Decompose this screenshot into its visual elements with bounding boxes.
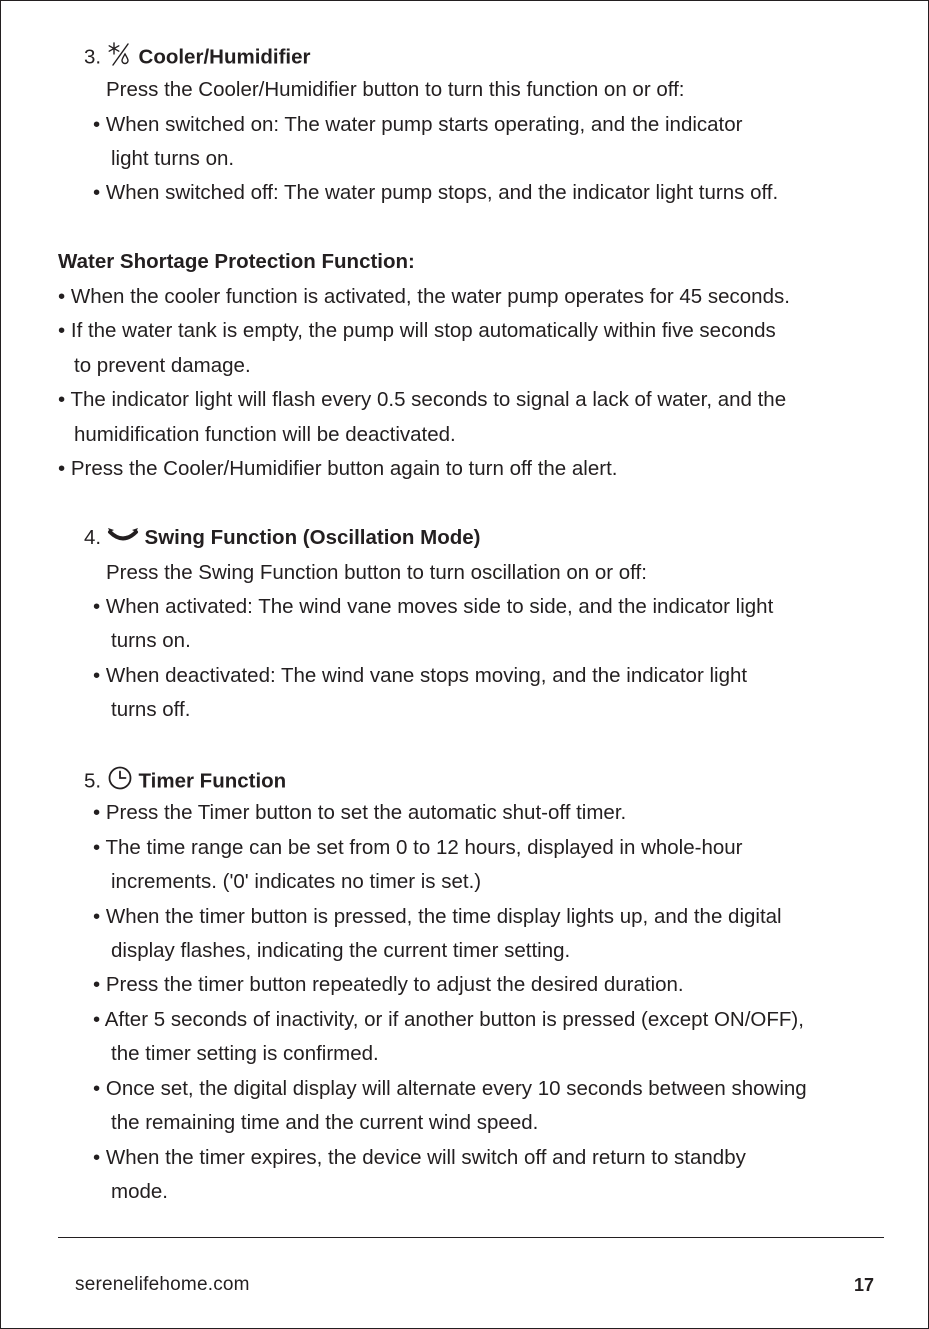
water-protection-line: humidification function will be deactivated. — [74, 423, 456, 446]
section3-bullet: • When switched off: The water pump stops, and the indicator light turns off. — [93, 181, 779, 204]
water-protection-heading: Water Shortage Protection Function: — [58, 250, 415, 273]
section5-line: • After 5 seconds of inactivity, or if another button is pressed (except ON/OFF), — [93, 1008, 804, 1031]
section4-number: 4. — [84, 526, 102, 549]
section5-number: 5. — [84, 769, 102, 793]
section4-bullet: turns off. — [111, 698, 191, 721]
section3-bullet: light turns on. — [111, 147, 235, 170]
water-protection-line: • If the water tank is empty, the pump will stop automatically within five seconds — [58, 319, 776, 342]
section5-line: increments. ('0' indicates no timer is set.) — [111, 870, 482, 893]
swing-arc-icon — [107, 525, 139, 553]
section4-bullet-text: The wind vane moves side to side, and the indicator light — [252, 595, 774, 618]
water-protection-line: to prevent damage. — [74, 354, 251, 377]
clock-icon — [107, 765, 133, 799]
section4-bullet-label: • When activated: — [93, 595, 253, 618]
section5-line: mode. — [111, 1180, 168, 1203]
snowflake-droplet-icon — [107, 41, 133, 75]
section4-heading — [84, 524, 480, 553]
section3-heading — [84, 41, 311, 75]
section4-bullet — [93, 593, 773, 621]
section5-line: • The time range can be set from 0 to 12 hours, displayed in whole-hour — [93, 836, 743, 859]
section5-heading — [84, 765, 286, 799]
section5-line: display flashes, indicating the current timer setting. — [111, 939, 571, 962]
water-protection-line: • When the cooler function is activated, the water pump operates for 45 seconds. — [58, 285, 790, 308]
section4-intro: Press the Swing Function button to turn oscillation on or off: — [106, 561, 647, 584]
section3-intro: Press the Cooler/Humidifier button to turn this function on or off: — [106, 78, 685, 101]
section3-bullet: • When switched on: The water pump starts operating, and the indicator — [93, 113, 743, 136]
page-number: 17 — [854, 1275, 875, 1295]
section4-bullet-text: The wind vane stops moving, and the indicator light — [275, 664, 748, 687]
section4-title: Swing Function (Oscillation Mode) — [144, 526, 481, 549]
section5-title: Timer Function — [138, 769, 287, 793]
section5-line: • Once set, the digital display will alternate every 10 seconds between showing — [93, 1077, 807, 1100]
section5-line: • Press the timer button repeatedly to adjust the desired duration. — [93, 973, 684, 996]
section5-line: • Press the Timer button to set the automatic shut-off timer. — [93, 801, 627, 824]
water-protection-line: • The indicator light will flash every 0.5 seconds to signal a lack of water, and the — [58, 388, 787, 411]
water-protection-line: • Press the Cooler/Humidifier button again to turn off the alert. — [58, 457, 618, 480]
section3-title: Cooler/Humidifier — [138, 45, 311, 69]
section4-bullet: turns on. — [111, 629, 191, 652]
section5-line: • When the timer expires, the device will switch off and return to standby — [93, 1146, 746, 1169]
footer-divider — [58, 1237, 884, 1238]
footer-website: serenelifehome.com — [75, 1274, 250, 1295]
section5-line: the remaining time and the current wind speed. — [111, 1111, 539, 1134]
section5-line: • When the timer button is pressed, the time display lights up, and the digital — [93, 905, 782, 928]
section4-bullet-label: • When deactivated: — [93, 664, 276, 687]
section5-line: the timer setting is confirmed. — [111, 1042, 379, 1065]
section3-number: 3. — [84, 45, 102, 69]
section4-bullet — [93, 662, 747, 690]
